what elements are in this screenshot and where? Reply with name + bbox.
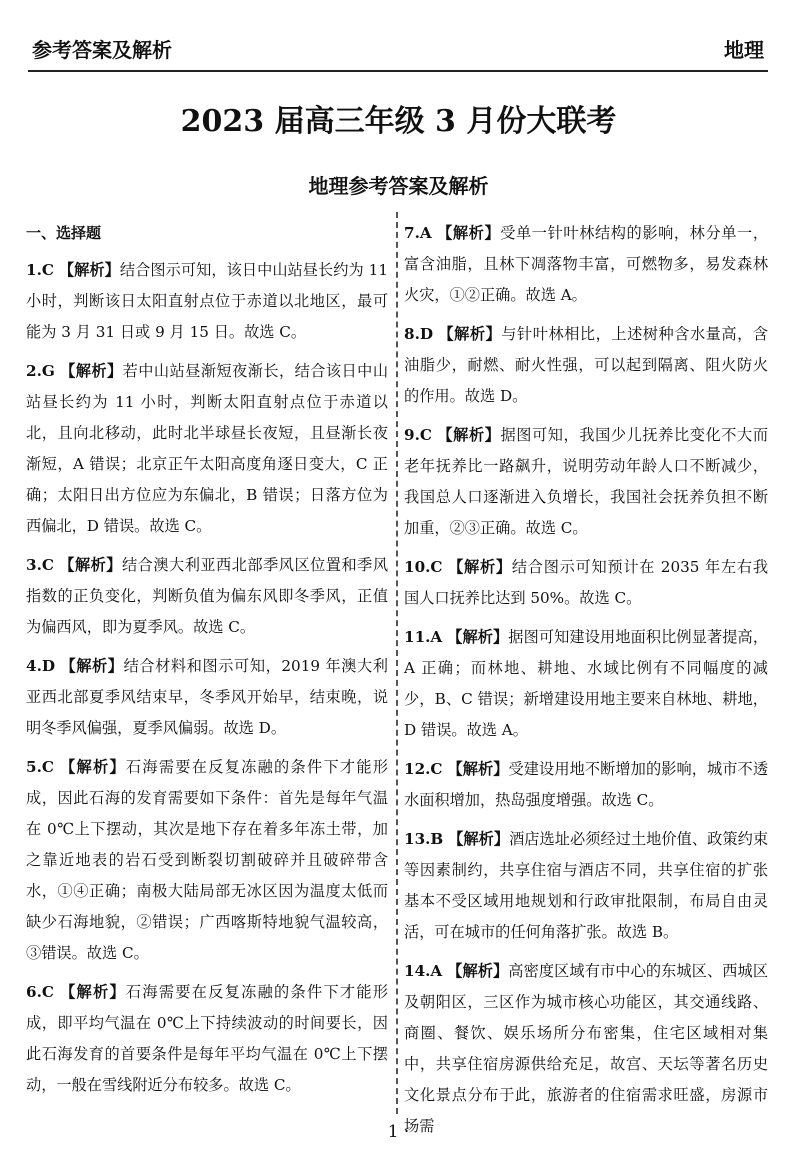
answer-text: 结合图示可知预计在 2035 年左右我国人口抚养比达到 50%。故选 C。 [404,558,769,607]
header-subject-label: 地理 [724,38,764,62]
answer-item [404,754,768,816]
answer-number: 3.C [26,556,54,574]
answer-item [26,752,388,969]
analysis-tag: 【解析】 [58,261,120,279]
answer-item [26,356,388,542]
answer-number: 7.A [404,224,432,242]
column-divider [396,212,398,1114]
answer-number: 6.C [26,983,54,1001]
answer-text: 据图可知，我国少儿抚养比变化不大而老年抚养比一路飙升，说明劳动年龄人口不断减少，我国总人口逐渐进入负增长，我国社会抚养负担不断加重，②③正确。故选 C。 [404,426,769,537]
answer-item [404,622,768,746]
analysis-tag: 【解析】 [437,426,501,444]
answer-text: 结合图示可知，该日中山站昼长约为 11 小时，判断该日太阳直射点位于赤道以北地区，最可能为 3 月 31 日或 9 月 15 日。故选 C。 [26,261,389,341]
answer-item [404,218,768,311]
analysis-tag: 【解析】 [448,830,510,848]
analysis-tag: 【解析】 [438,325,502,343]
answer-item [404,420,768,544]
analysis-tag: 【解析】 [447,962,509,980]
analysis-tag: 【解析】 [447,760,509,778]
answer-text: 结合澳大利亚西北部季风区位置和季风指数的正负变化，判断负值为偏东风即冬季风，正值为偏西风，即为夏季风。故选 C。 [26,556,389,636]
analysis-tag: 【解析】 [60,657,124,675]
left-answer-list [26,255,388,1101]
answer-text: 高密度区域有市中心的东城区、西城区及朝阳区，三区作为城市核心功能区，其交通线路、商圈、餐饮、娱乐场所分布密集，住宅区域相对集中，共享住宿房源供给充足，故宫、天坛等著名历史文化景点分布于此，旅游者的住宿需求旺盛，房源市场需 [404,962,769,1135]
analysis-tag: 【解析】 [59,556,122,574]
analysis-tag: 【解析】 [60,758,126,776]
answer-text: 石海需要在反复冻融的条件下才能形成，因此石海的发育需要如下条件：首先是每年气温在 0℃上下摆动，其次是地下存在着多年冻土带，加之靠近地表的岩石受到断裂切割破碎并且破碎带含水，①④正确；南极大陆局部无冰区因为温度太低而缺少石海地貌，②错误；广西喀斯特地貌气温较高，③错误。故选 C。 [26,758,389,962]
answer-item [404,319,768,412]
answer-number: 5.C [26,758,54,776]
answer-number: 9.C [404,426,432,444]
answer-item [26,550,388,643]
left-column [26,218,388,1109]
answer-item [404,956,768,1142]
right-column [404,218,768,1150]
answer-text: 石海需要在反复冻融的条件下才能形成，即平均气温在 0℃上下持续波动的时间要长，因此石海发育的首要条件是每年平均气温在 0℃上下摆动，一般在雪线附近分布较多。故选 C。 [26,983,389,1094]
analysis-tag: 【解析】 [448,558,512,576]
answer-number: 14.A [404,962,443,980]
answer-text: 受建设用地不断增加的影响，城市不透水面积增加，热岛强度增强。故选 C。 [404,760,769,809]
analysis-tag: 【解析】 [60,983,126,1001]
header-left-label: 参考答案及解析 [32,38,172,62]
right-answer-list [404,218,768,1142]
analysis-tag: 【解析】 [437,224,501,242]
section-heading: 一、选择题 [26,224,102,242]
answer-text: 与针叶林相比，上述树种含水量高，含油脂少，耐燃、耐火性强，可以起到隔离、阻火防火的作用。故选 D。 [404,325,769,405]
document-subtitle: 地理参考答案及解析 [308,174,489,198]
answer-number: 4.D [26,657,56,675]
answer-item [26,255,388,348]
analysis-tag: 【解析】 [447,628,509,646]
answer-number: 13.B [404,830,444,848]
answer-number: 8.D [404,325,434,343]
answer-text: 若中山站昼渐短夜渐长，结合该日中山站昼长约为 11 小时，判断太阳直射点位于赤道以北，且向北移动，此时北半球昼长夜短，且昼渐长夜渐短，A 错误；北京正午太阳高度角逐日变大，C 正确；太阳日出方位应为东偏北，B 错误；日落方位为西偏北，D 错误。故选 C。 [26,362,389,535]
page-header [28,30,768,72]
answer-number: 11.A [404,628,443,646]
answer-number: 2.G [26,362,55,380]
answer-item [26,977,388,1101]
answer-text: 结合材料和图示可知，2019 年澳大利亚西北部夏季风结束早，冬季风开始早，结束晚，说明冬季风偏强，夏季风偏弱。故选 D。 [26,657,388,737]
answer-text: 受单一针叶林结构的影响，林分单一，富含油脂，且林下凋落物丰富，可燃物多，易发森林火灾，①②正确。故选 A。 [404,224,769,304]
answer-number: 10.C [404,558,443,576]
page-number: 1 · [387,1122,410,1142]
answer-item [404,552,768,614]
answer-number: 12.C [404,760,443,778]
answer-item [404,824,768,948]
answer-text: 据图可知建设用地面积比例显著提高，A 正确；而林地、耕地、水域比例有不同幅度的减少，B、C 错误；新增建设用地主要来自林地、耕地，D 错误。故选 A。 [404,628,769,739]
answer-number: 1.C [26,261,54,279]
answer-item [26,651,388,744]
answer-text: 酒店选址必须经过土地价值、政策约束等因素制约，共享住宿与酒店不同，共享住宿的扩张基本不受区域用地规划和行政审批限制，布局自由灵活，可在城市的任何角落扩张。故选 B。 [404,830,769,941]
document-title: 2023 届高三年级 3 月份大联考 [180,104,617,139]
analysis-tag: 【解析】 [60,362,123,380]
